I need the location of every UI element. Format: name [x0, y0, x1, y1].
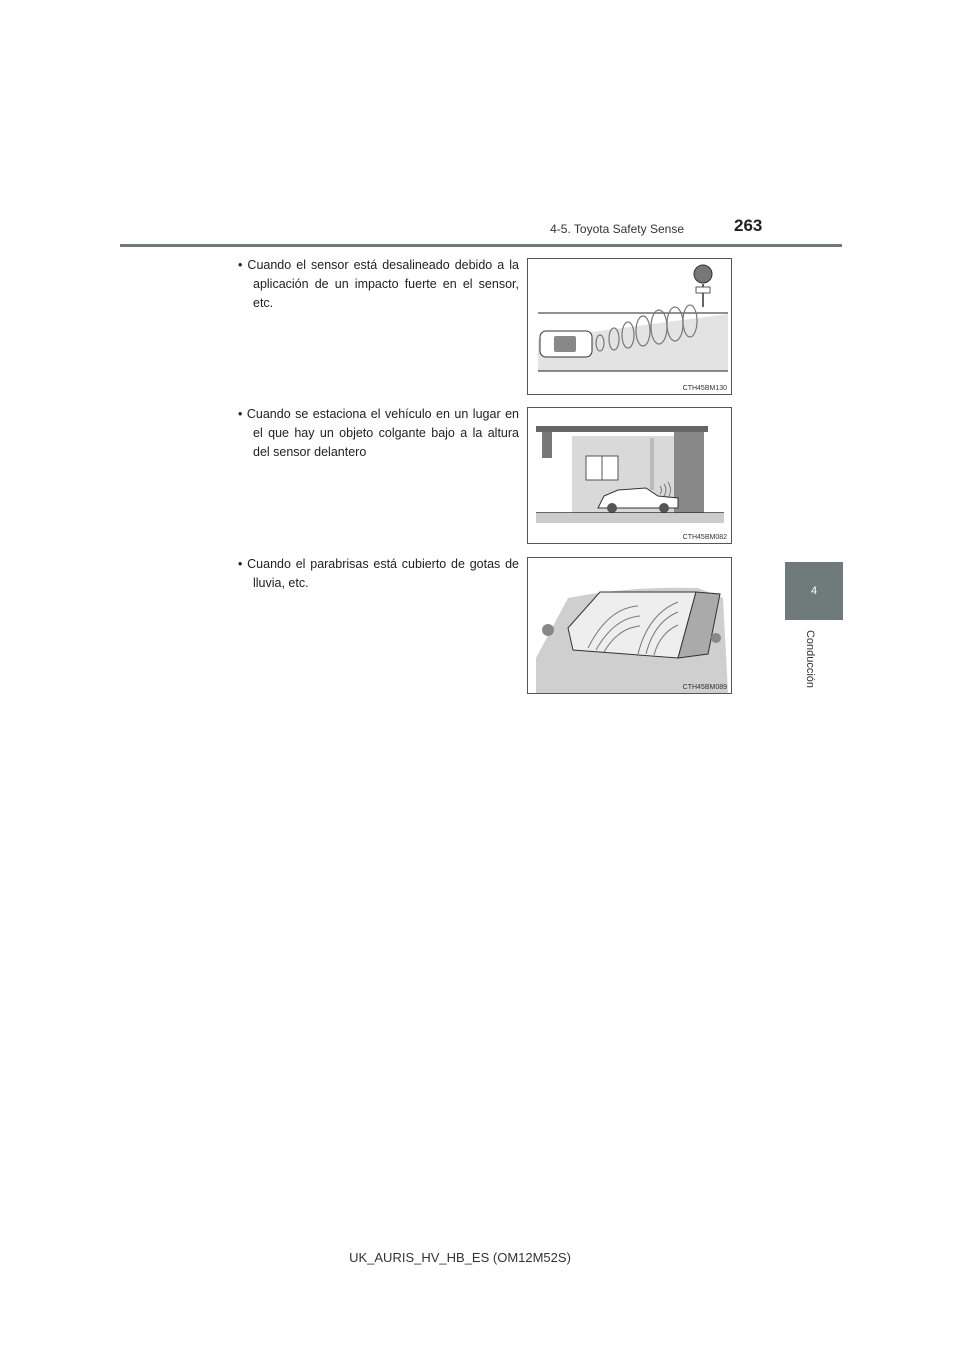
figure-code: CTH45BM082: [682, 534, 727, 541]
figure-code: CTH45BM089: [682, 684, 727, 691]
bullet-misaligned-sensor: • Cuando el sensor está desalineado debido a la aplicación de un impacto fuerte en el sensor, etc.: [238, 258, 519, 310]
illustration-windshield: [528, 558, 731, 693]
figure-raindrops: [527, 557, 732, 694]
chapter-number: 4: [810, 585, 818, 597]
chapter-label: Conducción: [804, 629, 816, 689]
illustration-sensor-beam: [528, 259, 731, 394]
header-divider: [120, 244, 842, 247]
document-code: UK_AURIS_HV_HB_ES (OM12M52S): [349, 1250, 571, 1265]
page-number: 263: [734, 216, 763, 235]
figure-misaligned-sensor: [527, 258, 732, 395]
figure-hanging-object: [527, 407, 732, 544]
section-title: 4-5. Toyota Safety Sense: [550, 222, 684, 236]
bullet-raindrops: • Cuando el parabrisas está cubierto de gotas de lluvia, etc.: [238, 557, 519, 590]
figure-code: CTH45BM130: [682, 385, 727, 392]
illustration-garage: [528, 408, 731, 543]
bullet-hanging-object: • Cuando se estaciona el vehículo en un lugar en el que hay un objeto colgante bajo a la altura del sensor delantero: [238, 407, 519, 459]
